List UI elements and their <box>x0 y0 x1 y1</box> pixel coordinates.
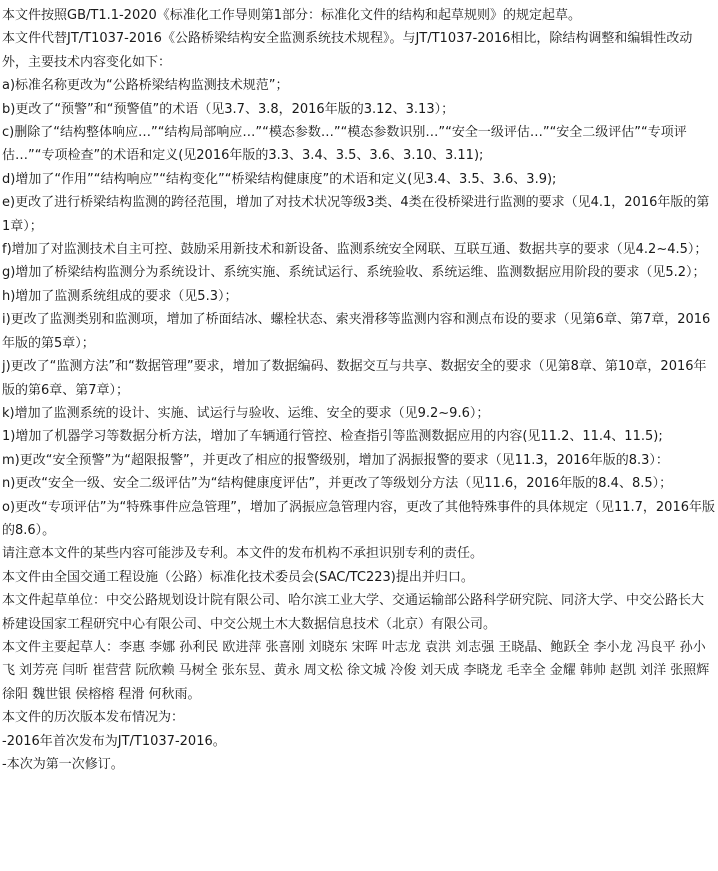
change-item-i: i)更改了监测类别和监测项，增加了桥面结冰、螺栓状态、索夹滑移等监测内容和测点布设的要求（见第6章、第7章，2016年版的第5章）； <box>2 312 711 351</box>
version-history-item-1: -2016年首次发布为JT/T1037-2016。 <box>2 733 226 749</box>
change-item-o: o)更改“专项评估”为“特殊事件应急管理”，增加了涡振应急管理内容，更改了其他特殊事件的具体规定（见11.7，2016年版的8.6）。 <box>2 499 715 538</box>
change-item-c: c)删除了“结构整体响应…”“结构局部响应…”“模态参数…”“模态参数识别…”“安全一级评估…”“安全二级评估”“专项评估…”“专项检查”的术语和定义(见2016年版的3.3、3.4、3.5、3.6、3.10、3.11); <box>2 125 687 164</box>
version-history-item-2: -本次为第一次修订。 <box>2 757 124 772</box>
change-item-d: d)增加了“作用”“结构响应”“结构变化”“桥梁结构健康度”的术语和定义(见3.4、3.5、3.6、3.9); <box>2 171 557 187</box>
proposer-paragraph: 本文件由全国交通工程设施（公路）标准化技术委员会(SAC/TC223)提出并归口。 <box>2 569 474 585</box>
change-item-k: k)增加了监测系统的设计、实施、试运行与验收、运维、安全的要求（见9.2~9.6）； <box>2 405 490 421</box>
change-item-n: n)更改“安全一级、安全二级评估”为“结构健康度评估”，并更改了等级划分方法（见11.6，2016年版的8.4、8.5）； <box>2 476 673 492</box>
change-item-j: j)更改了“监测方法”和“数据管理”要求，增加了数据编码、数据交互与共享、数据安全的要求（见第8章、第10章，2016年版的第6章、第7章）； <box>2 359 707 398</box>
drafting-units-paragraph: 本文件起草单位：中交公路规划设计院有限公司、哈尔滨工业大学、交通运输部公路科学研究院、同济大学、中交公路长大桥建设国家工程研究中心有限公司、中交公规土木大数据信息技术（北京）有限公司。 <box>2 593 705 632</box>
replacement-paragraph: 本文件代替JT/T1037-2016《公路桥梁结构安全监测系统技术规程》。与JT/T1037-2016相比，除结构调整和编辑性改动外，主要技术内容变化如下： <box>2 31 693 70</box>
drafting-basis-paragraph: 本文件按照GB/T1.1-2020《标准化工作导则第1部分：标准化文件的结构和起草规则》的规定起草。 <box>2 8 582 23</box>
change-item-e: e)更改了进行桥梁结构监测的跨径范围，增加了对技术状况等级3类、4类在役桥梁进行监测的要求（见4.1，2016年版的第1章）； <box>2 195 710 234</box>
change-item-h: h)增加了监测系统组成的要求（见5.3）； <box>2 288 238 304</box>
change-item-l: 1)增加了机器学习等数据分析方法，增加了车辆通行管控、检查指引等监测数据应用的内容(见11.2、11.4、11.5); <box>2 429 663 445</box>
patent-notice: 请注意本文件的某些内容可能涉及专利。本文件的发布机构不承担识别专利的责任。 <box>2 546 484 562</box>
change-item-b: b)更改了“预警”和“预警值”的术语（见3.7、3.8，2016年版的3.12、3.13）； <box>2 101 455 117</box>
change-item-g: g)增加了桥梁结构监测分为系统设计、系统实施、系统试运行、系统验收、系统运维、监测数据应用阶段的要求（见5.2）； <box>2 265 706 281</box>
version-history-heading: 本文件的历次版本发布情况为： <box>2 710 185 726</box>
drafters-paragraph: 本文件主要起草人：李惠 李娜 孙利民 欧进萍 张喜刚 刘晓东 宋晖 叶志龙 袁洪 刘志强 王晓晶、鲍跃全 李小龙 冯良平 孙小飞 刘芳亮 闫昕 崔营营 阮欣赖 马树全 张东昱、黄永 周文松 徐文城 冷俊 刘天成 李晓龙 毛幸全 金耀 韩帅 赵凯 刘洋 张照辉 徐阳 魏世银 侯榕榕 程滑 何秋雨。 <box>2 639 710 702</box>
change-item-a: a)标准名称更改为“公路桥梁结构监测技术规范”； <box>2 78 289 94</box>
change-item-m: m)更改“安全预警”为“超限报警”，并更改了相应的报警级别，增加了涡振报警的要求（见11.3，2016年版的8.3）： <box>2 452 669 468</box>
change-item-f: f)增加了对监测技术自主可控、鼓励采用新技术和新设备、监测系统安全网联、互联互通、数据共享的要求（见4.2~4.5）； <box>2 242 708 258</box>
